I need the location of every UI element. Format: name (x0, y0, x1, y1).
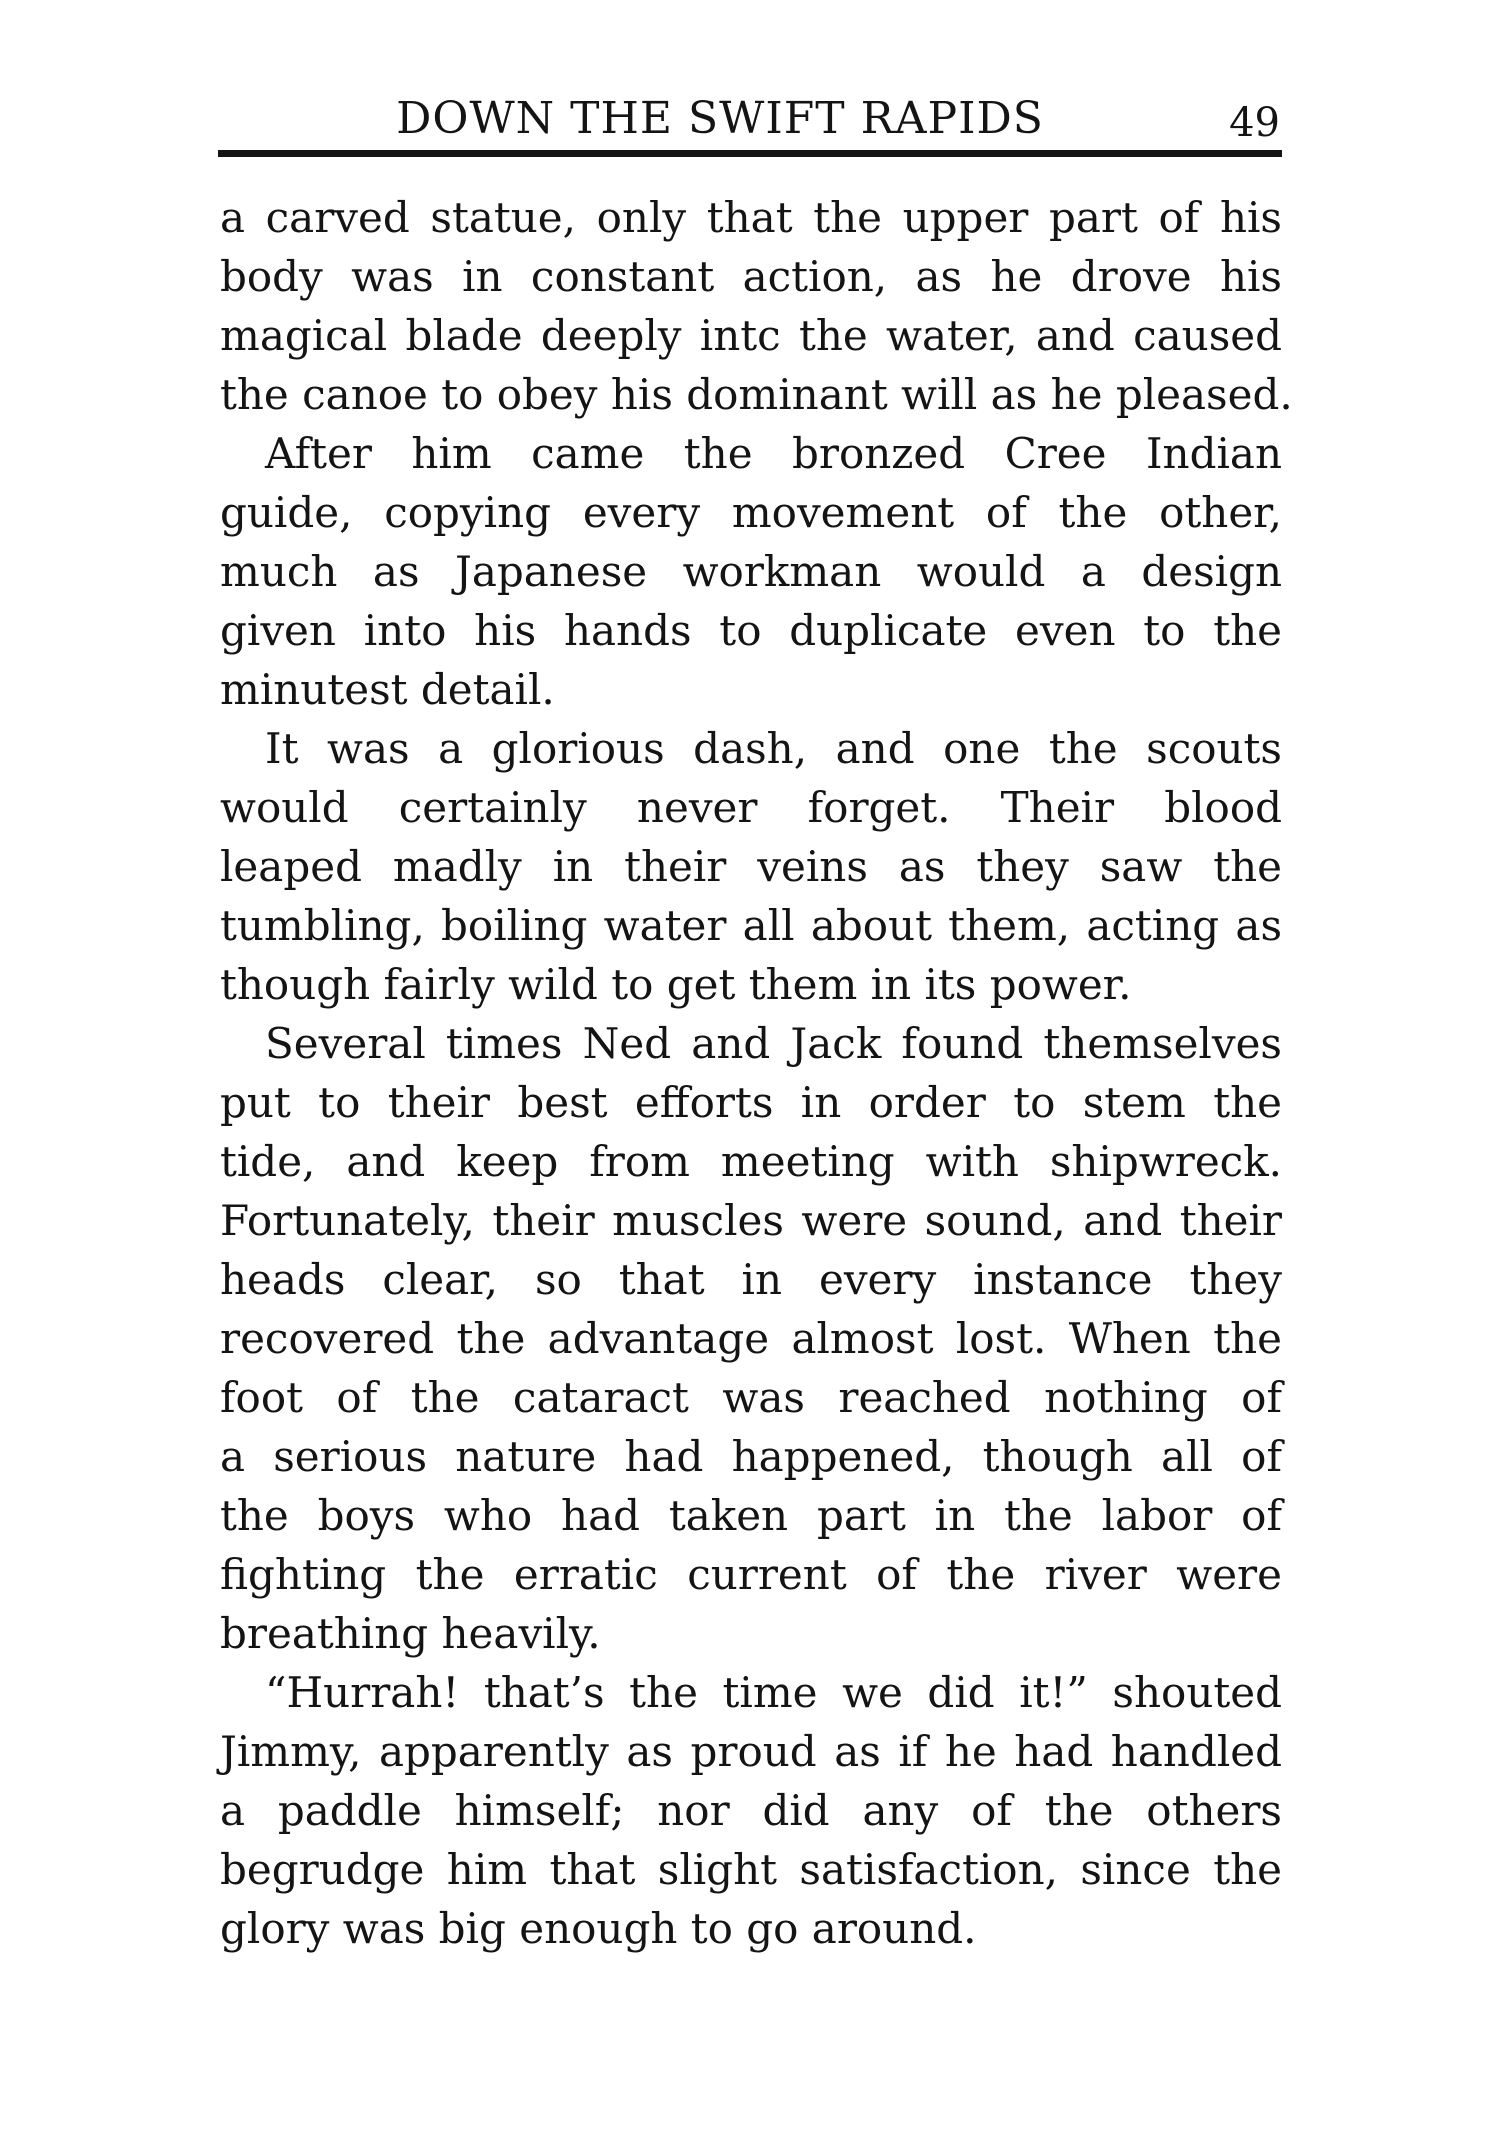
text-line: Fortunately, their muscles were sound, and their (220, 1196, 1282, 1245)
text-line: body was in constant action, as he drove his (220, 252, 1282, 301)
text-line: a carved statue, only that the upper part of his (220, 193, 1282, 242)
text-line: put to their best efforts in order to stem the (220, 1078, 1282, 1127)
body-text (220, 188, 1293, 1958)
text-line: minutest detail. (220, 665, 555, 714)
text-line: begrudge him that slight satisfaction, since the (220, 1845, 1282, 1894)
paragraph (220, 1663, 1282, 1958)
text-line: much as Japanese workman would a design (220, 547, 1282, 596)
text-line: tide, and keep from meeting with shipwreck. (220, 1137, 1282, 1186)
text-line: magical blade deeply intc the water, and caused (220, 311, 1282, 360)
running-head (220, 88, 1280, 150)
text-line: breathing heavily. (220, 1609, 601, 1658)
text-line: foot of the cataract was reached nothing of (220, 1373, 1282, 1422)
text-line: would certainly never forget. Their blood (220, 783, 1282, 832)
page-number: 49 (1229, 100, 1280, 146)
paragraph (220, 1014, 1282, 1663)
text-line: though fairly wild to get them in its power. (220, 960, 1132, 1009)
text-line: guide, copying every movement of the other, (220, 488, 1282, 537)
text-line: the boys who had taken part in the labor of (220, 1491, 1282, 1540)
paragraph (220, 719, 1282, 1014)
text-line: leaped madly in their veins as they saw the (220, 842, 1282, 891)
running-title: DOWN THE SWIFT RAPIDS (396, 93, 1044, 144)
text-line: a paddle himself; nor did any of the others (220, 1786, 1282, 1835)
header-rule (218, 150, 1282, 157)
text-line: glory was big enough to go around. (220, 1904, 977, 1953)
text-line: a serious nature had happened, though all of (220, 1432, 1282, 1481)
text-line: given into his hands to duplicate even to the (220, 606, 1282, 655)
text-line: recovered the advantage almost lost. When the (220, 1314, 1282, 1363)
paragraph (220, 424, 1282, 719)
text-line: tumbling, boiling water all about them, acting as (220, 901, 1282, 950)
text-line: It was a glorious dash, and one the scouts (265, 724, 1282, 773)
text-line: the canoe to obey his dominant will as he pleased. (220, 370, 1293, 419)
text-line: fighting the erratic current of the river were (220, 1550, 1282, 1599)
paragraph (220, 188, 1293, 424)
text-line: After him came the bronzed Cree Indian (265, 429, 1282, 478)
text-line: heads clear, so that in every instance they (220, 1255, 1282, 1304)
text-line: Several times Ned and Jack found themselves (265, 1019, 1282, 1068)
text-line: “Hurrah! that’s the time we did it!” shouted (265, 1668, 1282, 1717)
text-line: Jimmy, apparently as proud as if he had handled (220, 1727, 1282, 1776)
